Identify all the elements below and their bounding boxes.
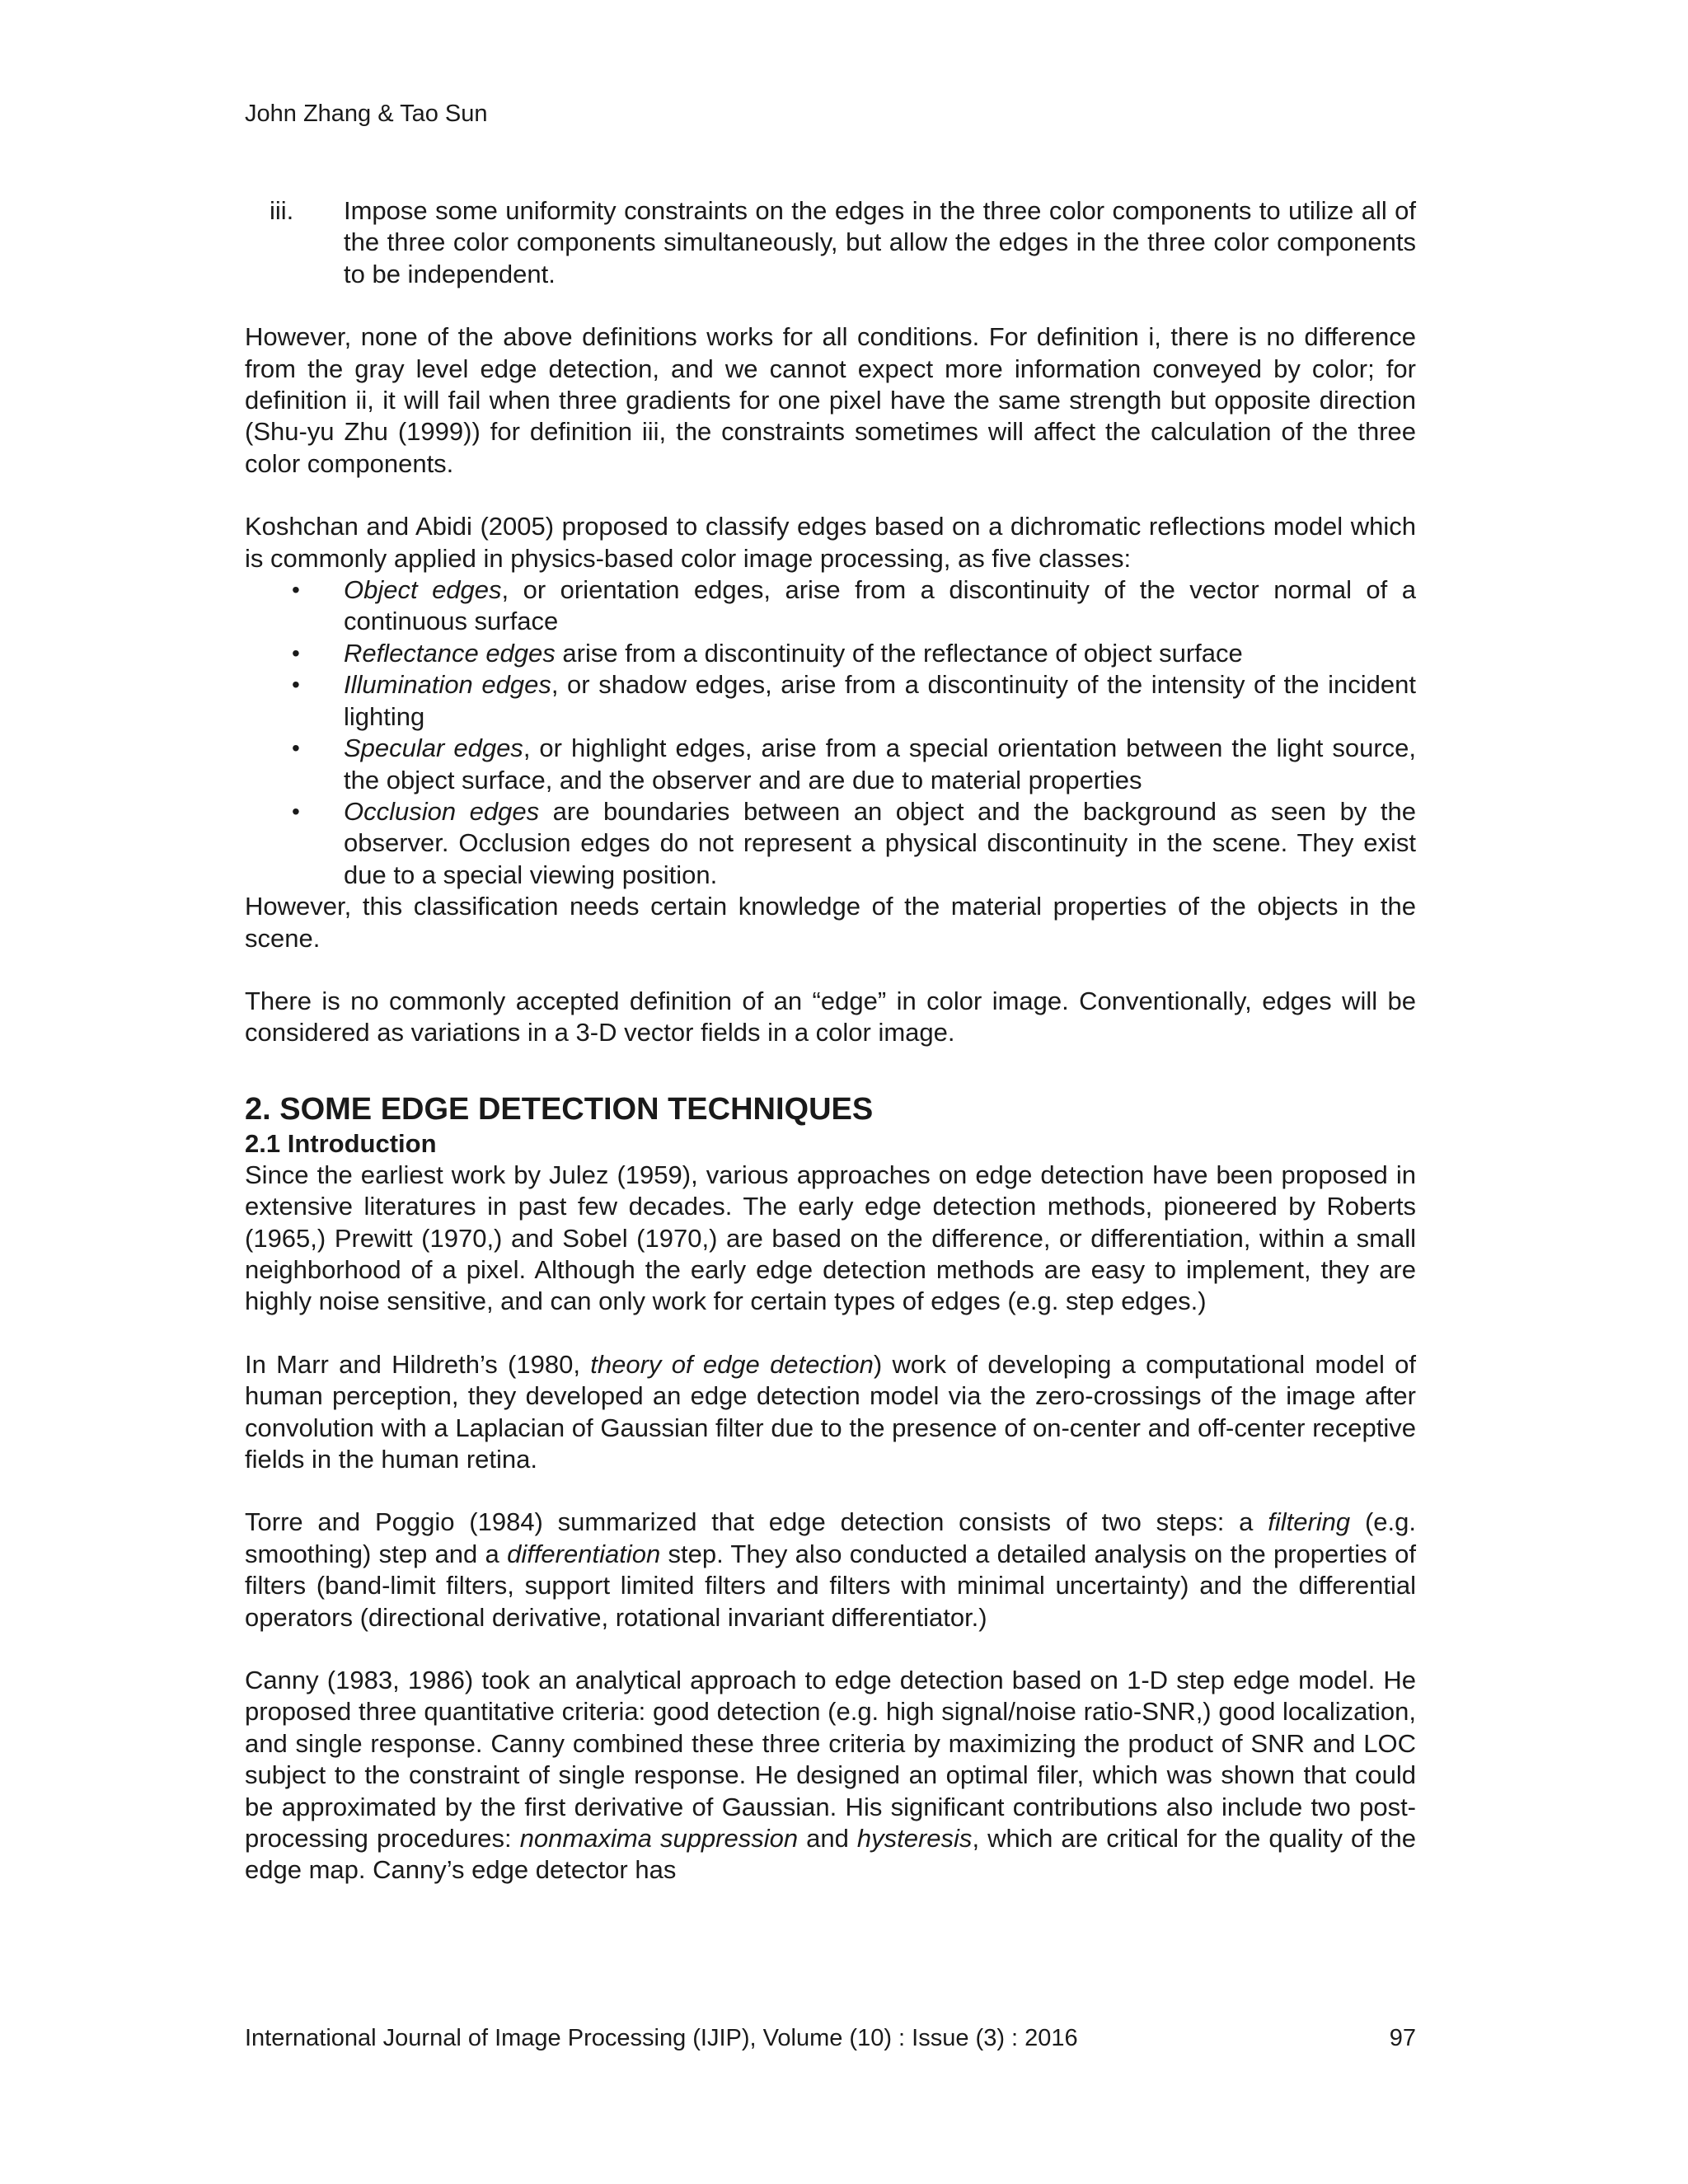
enum-label: iii. bbox=[270, 196, 294, 225]
list-item bbox=[245, 733, 1416, 796]
emphasis: differentiation bbox=[507, 1539, 661, 1568]
paragraph: There is no commonly accepted definition of an “edge” in color image. Conventionally, edges will be considered as variations in a 3-D vector fields in a color image. bbox=[245, 986, 1416, 1047]
text-run: Canny (1983, 1986) took an analytical approach to edge detection based on 1-D step edge model. He proposed three quantitative criteria: good detection (e.g. high signal/noise ratio-SNR,) good localization, and single response. Canny combined these three criteria by maximizing the product of SNR and LOC subject to the constraint of single response. He designed an optimal filer, which was shown that could be approximated by the first derivative of Gaussian. His significant contributions also include two post-processing procedures: bbox=[245, 1666, 1416, 1854]
bullet-term: Occlusion edges bbox=[344, 796, 540, 826]
bullet-text: , or orientation edges, arise from a discontinuity of the vector normal of a continuous surface bbox=[344, 575, 1417, 636]
paragraph: Since the earliest work by Julez (1959), various approaches on edge detection have been proposed in extensive literatures in past few decades. The early edge detection methods, pioneered by Roberts (1965,) Prewitt (1970,) and Sobel (1970,) are based on the difference, or differentiation, within a small neighborhood of a pixel. Although the early edge detection methods are easy to implement, they are highly noise sensitive, and can only work for certain types of edges (e.g. step edges.) bbox=[245, 1160, 1416, 1316]
enumerated-item bbox=[245, 195, 1416, 290]
paragraph bbox=[245, 1507, 1416, 1633]
emphasis: theory of edge detection bbox=[590, 1349, 874, 1379]
text-run: ) work of developing a computational model of human perception, they developed an edge detection model via the zero-crossings of the image after convolution with a Laplacian of Gaussian filter due to the presence of on-center and off-center receptive fields in the human retina. bbox=[245, 1349, 1416, 1474]
running-head: John Zhang & Tao Sun bbox=[245, 101, 488, 127]
page-footer bbox=[245, 2023, 1416, 2053]
text-run: step. They also conducted a detailed analysis on the properties of filters (band-limit filters, support limited filters and filters with minimal uncertainty) and the differential operators (directional derivative, rotational invariant differentiator.) bbox=[245, 1539, 1417, 1632]
paragraph: However, this classification needs certain knowledge of the material properties of the objects in the scene. bbox=[245, 892, 1416, 953]
emphasis: hysteresis bbox=[856, 1824, 973, 1854]
bullet-icon: • bbox=[292, 798, 300, 824]
bullet-text: are boundaries between an object and the background as seen by the observer. Occlusion edges do not represent a physical discontinuity in the scene. They exist due to a special viewing position. bbox=[344, 796, 1416, 889]
list-item bbox=[245, 638, 1416, 669]
bullet-icon: • bbox=[292, 735, 300, 762]
list-item bbox=[245, 574, 1416, 638]
article-body bbox=[245, 195, 1416, 1886]
bullet-term: Object edges bbox=[344, 575, 502, 605]
text-run: In Marr and Hildreth’s (1980, bbox=[245, 1349, 591, 1379]
bullet-icon: • bbox=[292, 672, 300, 698]
bullet-list bbox=[245, 574, 1416, 891]
bullet-term: Illumination edges bbox=[344, 670, 551, 700]
bullet-icon: • bbox=[292, 577, 300, 603]
bullet-icon: • bbox=[292, 640, 300, 666]
text-run: and bbox=[798, 1824, 857, 1854]
bullet-term: Reflectance edges bbox=[344, 638, 556, 668]
bullet-text: arise from a discontinuity of the reflectance of object surface bbox=[555, 638, 1243, 668]
list-item bbox=[245, 796, 1416, 891]
section-heading: 2. SOME EDGE DETECTION TECHNIQUES bbox=[245, 1091, 874, 1127]
list-item bbox=[245, 669, 1416, 733]
paragraph: However, none of the above definitions works for all conditions. For definition i, there is no difference from the gray level edge detection, and we cannot expect more information conveyed by color; for definition ii, it will fail when three gradients for one pixel have the same strength but opposite direction (Shu-yu Zhu (1999)) for definition iii, the constraints sometimes will affect the calculation of the three color components. bbox=[245, 322, 1416, 478]
text-run: Torre and Poggio (1984) summarized that edge detection consists of two steps: a bbox=[245, 1507, 1268, 1537]
page-number: 97 bbox=[1389, 2025, 1416, 2051]
paragraph bbox=[245, 1349, 1416, 1476]
enum-text: Impose some uniformity constraints on the edges in the three color components to utilize all of the three color components simultaneously, but allow the edges in the three color components to be independent. bbox=[344, 196, 1416, 288]
bullet-text: , or highlight edges, arise from a special orientation between the light source, the object surface, and the observer and are due to material properties bbox=[344, 733, 1416, 794]
emphasis: filtering bbox=[1268, 1507, 1351, 1537]
bullet-text: , or shadow edges, arise from a discontinuity of the intensity of the incident lighting bbox=[344, 670, 1416, 731]
paragraph bbox=[245, 1665, 1416, 1886]
journal-citation: International Journal of Image Processing (IJIP), Volume (10) : Issue (3) : 2016 bbox=[245, 2025, 1078, 2051]
bullet-term: Specular edges bbox=[344, 733, 523, 763]
paragraph: Koshchan and Abidi (2005) proposed to classify edges based on a dichromatic reflections model which is commonly applied in physics-based color image processing, as five classes: bbox=[245, 512, 1416, 573]
text-run: , which are critical for the quality of the edge map. Canny’s edge detector has bbox=[245, 1824, 1416, 1885]
subsection-heading: 2.1 Introduction bbox=[245, 1128, 437, 1158]
text-run: (e.g. smoothing) step and a bbox=[245, 1507, 1416, 1568]
emphasis: nonmaxima suppression bbox=[519, 1824, 799, 1854]
